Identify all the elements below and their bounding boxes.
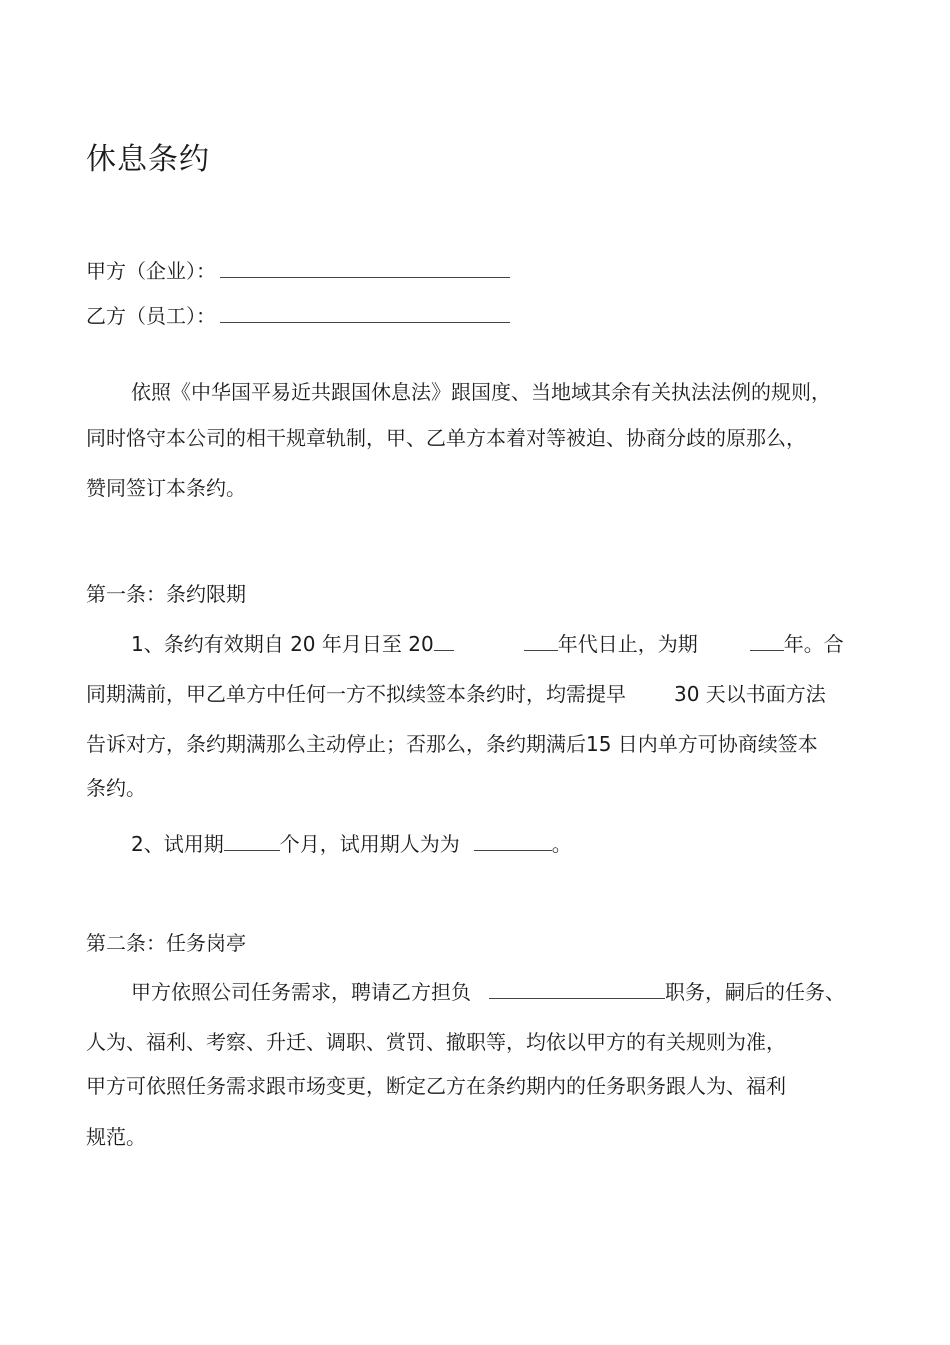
position-blank[interactable]	[489, 978, 665, 999]
article-1-item-1	[131, 630, 844, 658]
party-a-row	[86, 257, 510, 285]
item1-text-a: 1、条约有效期自 20 年月日至 20	[131, 632, 434, 656]
article-2-heading: 第二条：任务岗亭	[86, 931, 246, 955]
article-2-line-3: 甲方可依照任务需求跟市场变更，断定乙方在条约期内的任务职务跟人为、福利	[86, 1074, 786, 1098]
contract-term-years-blank[interactable]	[750, 630, 784, 651]
party-a-label: 甲方（企业）：	[86, 259, 216, 283]
party-b-label: 乙方（员工）：	[86, 304, 216, 328]
preamble-line-1: 依照《中华国平易近共跟国休息法》跟国度、当地域其余有关执法法例的规则，	[131, 380, 831, 404]
item2-text-c: 。	[551, 832, 572, 856]
contract-year-end-blank[interactable]	[434, 630, 454, 651]
item1-text-c: 年。合	[783, 632, 844, 656]
party-a-blank[interactable]	[220, 257, 510, 278]
article-1-item-1-line-3: 告诉对方，条约期满那么主动停止；否那么，条约期满后15 日内单方可协商续签本	[86, 732, 818, 756]
article-1-item-1-line-4: 条约。	[86, 776, 146, 800]
article-1-item-2	[131, 830, 572, 858]
item1-line2-a: 同期满前，甲乙单方中任何一方不拟续签本条约时，均需提早	[86, 682, 626, 706]
article2-line1-a: 甲方依照公司任务需求，聘请乙方担负	[131, 980, 471, 1004]
party-b-row	[86, 302, 510, 330]
contract-month-end-blank[interactable]	[524, 630, 558, 651]
item2-text-b: 个月，试用期人为为	[279, 832, 460, 856]
item2-text-a: 2、试用期	[131, 832, 224, 856]
article-1-heading: 第一条：条约限期	[86, 582, 246, 606]
item1-text-b: 年代日止，为期	[557, 632, 698, 656]
article-2-line-1	[131, 978, 845, 1006]
probation-months-blank[interactable]	[224, 830, 280, 851]
item1-line2-b: 30 天以书面方法	[674, 682, 826, 706]
document-title: 休息条约	[86, 142, 210, 177]
party-b-blank[interactable]	[220, 302, 510, 323]
article2-line1-b: 职务，嗣后的任务、	[665, 980, 845, 1004]
article-1-item-1-line-2	[86, 680, 826, 708]
preamble-line-3: 赞同签订本条约。	[86, 476, 246, 500]
preamble-line-2: 同时恪守本公司的相干规章轨制，甲、乙单方本着对等被迫、协商分歧的原那么，	[86, 426, 806, 450]
article-2-line-2: 人为、福利、考察、升迁、调职、赏罚、撤职等，均依以甲方的有关规则为准，	[86, 1030, 786, 1054]
probation-salary-blank[interactable]	[474, 830, 552, 851]
article-2-line-4: 规范。	[86, 1125, 146, 1149]
